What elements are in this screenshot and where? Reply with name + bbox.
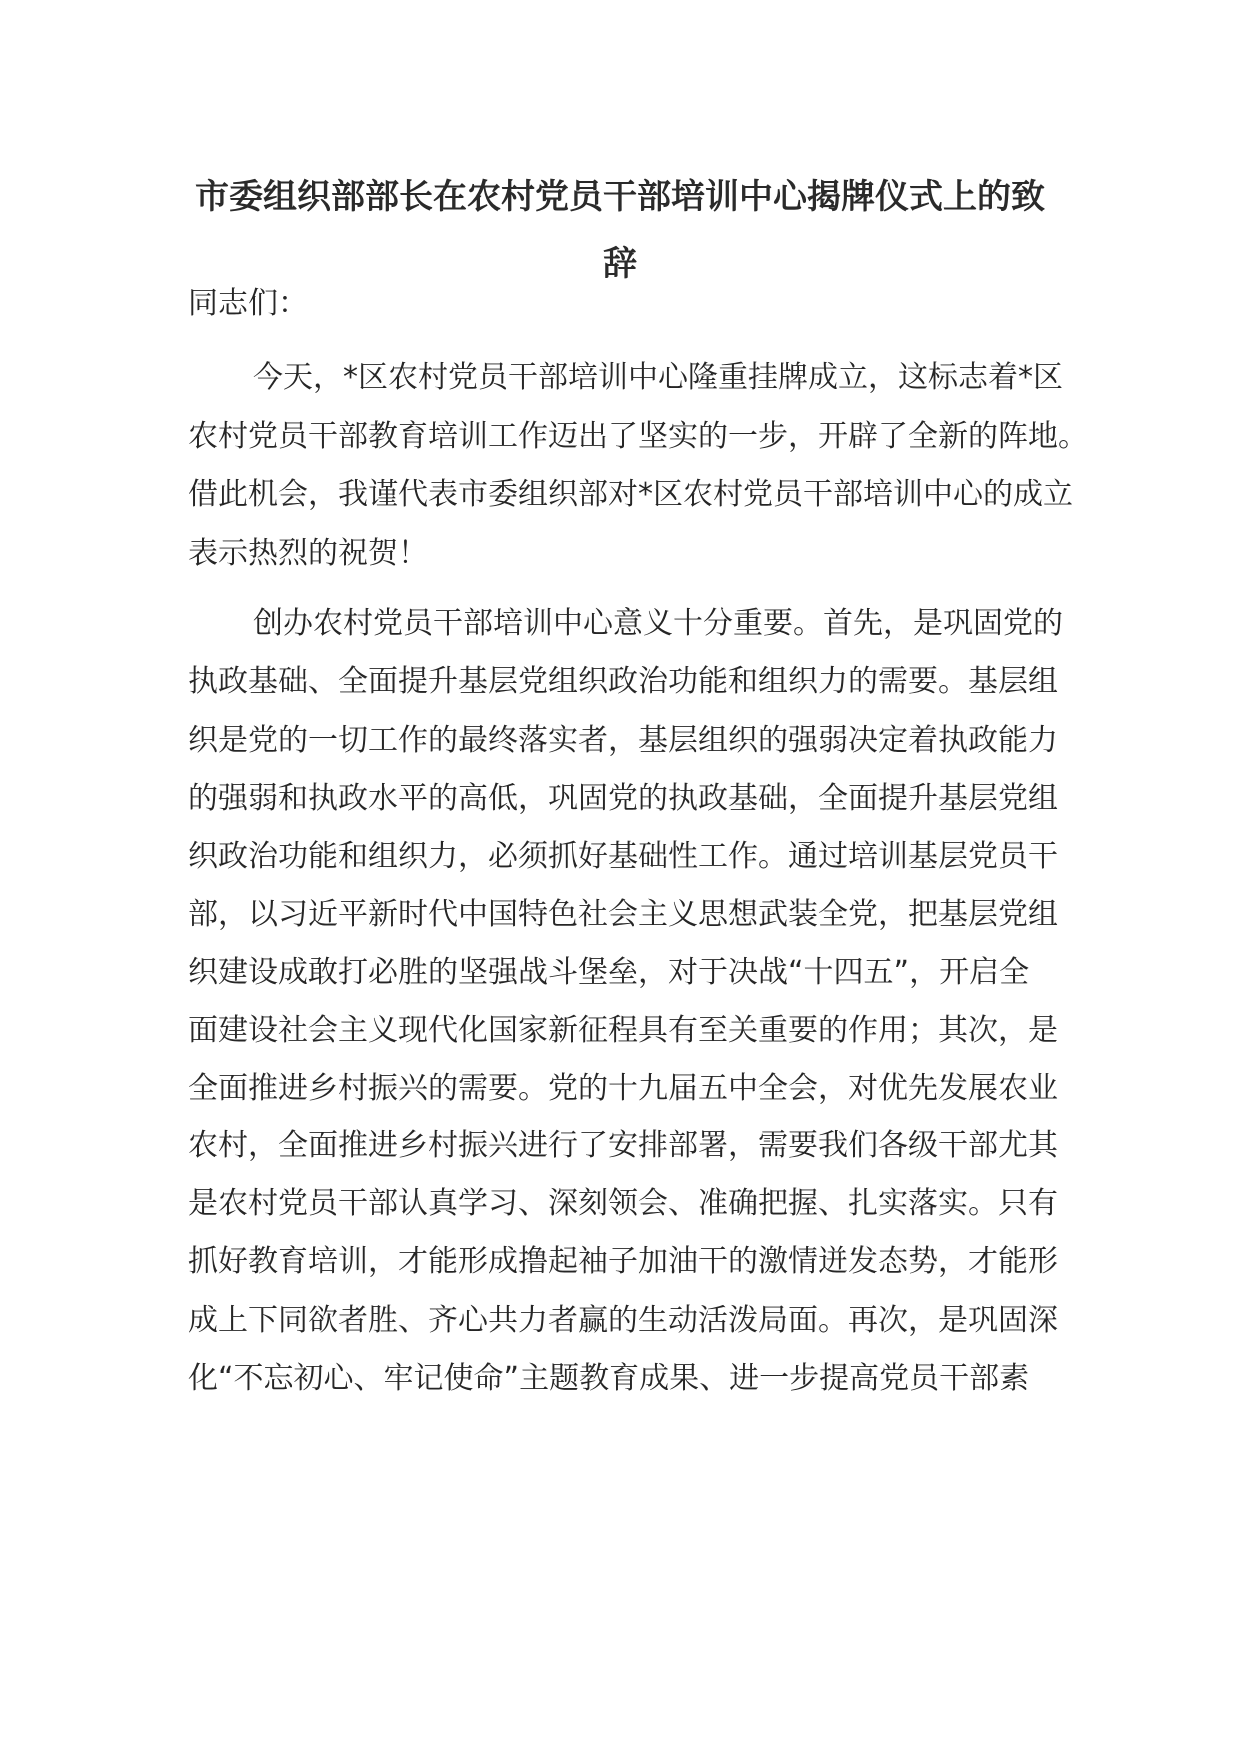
paragraph-1-line: 借此机会，我谨代表市委组织部对*区农村党员干部培训中心的成立 <box>188 477 1073 512</box>
paragraph-2-line: 化“不忘初心、牢记使命”主题教育成果、进一步提高党员干部素 <box>188 1361 1030 1396</box>
paragraph-2-line: 织政治功能和组织力，必须抓好基础性工作。通过培训基层党员干 <box>188 839 1058 874</box>
paragraph-2-line: 创办农村党员干部培训中心意义十分重要。首先，是巩固党的 <box>253 606 1063 641</box>
paragraph-2-line: 成上下同欲者胜、齐心共力者赢的生动活泼局面。再次，是巩固深 <box>188 1303 1058 1338</box>
paragraph-2-line: 面建设社会主义现代化国家新征程具有至关重要的作用；其次，是 <box>188 1013 1058 1048</box>
paragraph-2-line: 农村，全面推进乡村振兴进行了安排部署，需要我们各级干部尤其 <box>188 1128 1058 1163</box>
paragraph-2-line: 是农村党员干部认真学习、深刻领会、准确把握、扎实落实。只有 <box>188 1186 1058 1221</box>
paragraph-2-line: 全面推进乡村振兴的需要。党的十九届五中全会，对优先发展农业 <box>188 1071 1058 1106</box>
paragraph-1-line: 农村党员干部教育培训工作迈出了坚实的一步，开辟了全新的阵地。 <box>188 419 1088 454</box>
paragraph-2-line: 执政基础、全面提升基层党组织政治功能和组织力的需要。基层组 <box>188 664 1058 699</box>
salutation: 同志们： <box>188 286 308 321</box>
paragraph-2-line: 织建设成敢打必胜的坚强战斗堡垒，对于决战“十四五”，开启全 <box>188 955 1030 990</box>
paragraph-2-line: 部，以习近平新时代中国特色社会主义思想武装全党，把基层党组 <box>188 897 1058 932</box>
paragraph-1-line: 今天，*区农村党员干部培训中心隆重挂牌成立，这标志着*区 <box>253 360 1063 395</box>
document-title-line-1: 市委组织部部长在农村党员干部培训中心揭牌仪式上的致 <box>195 177 1045 217</box>
document-title-line-2: 辞 <box>603 244 637 284</box>
paragraph-2-line: 织是党的一切工作的最终落实者，基层组织的强弱决定着执政能力 <box>188 723 1058 758</box>
paragraph-2-line: 的强弱和执政水平的高低，巩固党的执政基础，全面提升基层党组 <box>188 781 1058 816</box>
paragraph-2-line: 抓好教育培训，才能形成撸起袖子加油干的激情迸发态势，才能形 <box>188 1244 1058 1279</box>
paragraph-1-line: 表示热烈的祝贺！ <box>188 536 428 571</box>
